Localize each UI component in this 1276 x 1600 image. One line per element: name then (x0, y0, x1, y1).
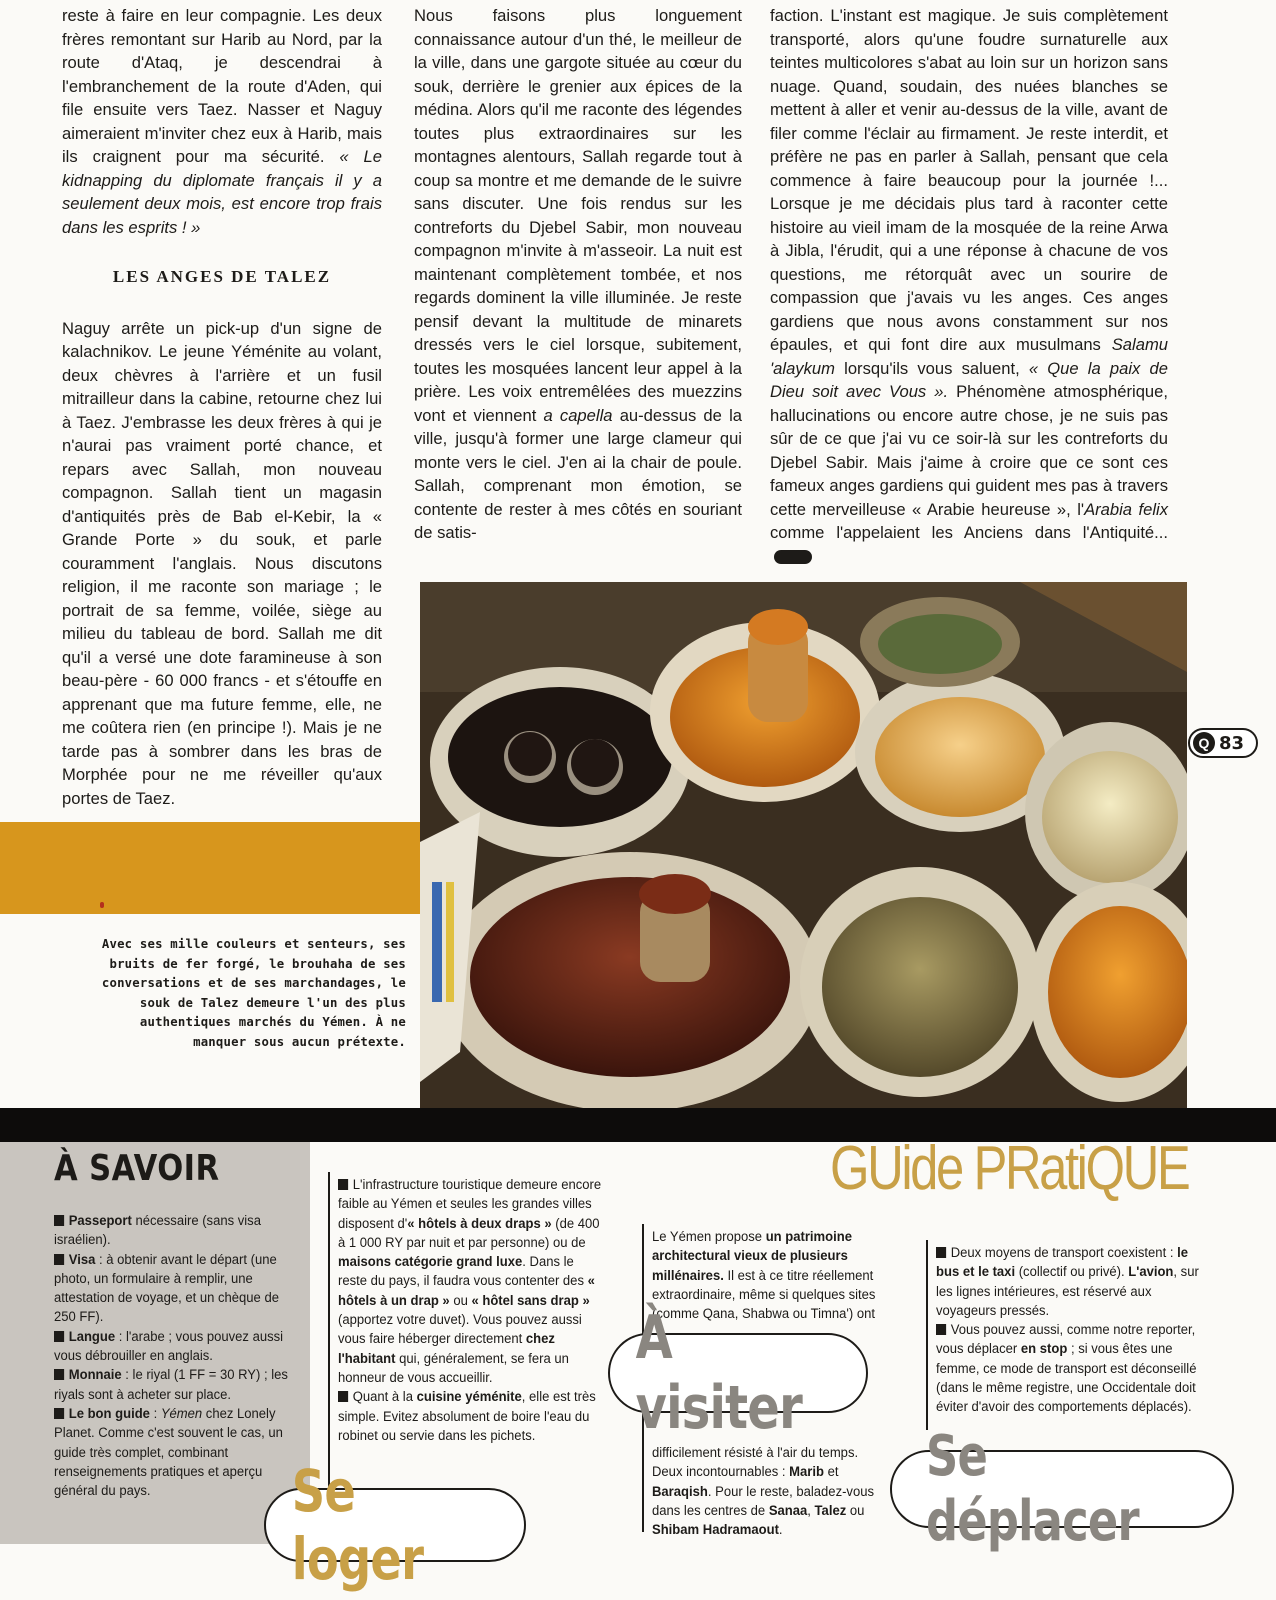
se-loger-text (338, 1176, 605, 1446)
a-visiter-text-continued (652, 1444, 882, 1540)
list-item: Le bon guide : Yémen chez Lonely Planet. Comme c'est souvent le cas, un guide très complet, combinant renseignements pratiques et aperçu général du pays. (54, 1405, 283, 1500)
se-deplacer-text (936, 1244, 1203, 1418)
section-subhead: LES ANGES DE TALEZ (112, 267, 332, 286)
paragraph: difficilement résisté à l'air du temps. Deux incontournables : Marib et Baraqish. Pour le reste, baladez-vous dans les centres de Sanaa, Talez ou Shibam Hadramaout. (652, 1445, 875, 1539)
paragraph: Nous faisons plus longuement connaissance autour d'un thé, le meilleur de la ville, dans une gargote située au cœur du souk, derrière le grenier aux épices de la médina. Alors qu'il me raconte des légendes toutes plus extraordinaires sur les montagnes alentours, Sallah regarde tout à coup sa montre et me demande de le suivre sans discuter. Une fois rendus sur les contreforts du Djebel Sabir, mon nouveau compagnon m'invite à m'asseoir. La nuit est maintenant complètement tombée, et nos regards dominent la ville illuminée. Je reste pensif devant la multitude de minarets dressés vers le ciel lorsque, subitement, toutes les mosquées lancent leur appel à la prière. Les voix entremêlées des muezzins vont et viennent a capella au-dessus de la ville, jusqu'à former une large clameur qui monte vers le ciel. J'en ai la chair de poule. Sallah, comprenant mon émotion, se contente de rester à mes côtés en souriant de satis- (414, 6, 742, 542)
end-mark-icon (774, 550, 812, 564)
bullet-icon (54, 1254, 64, 1265)
bullet-icon (936, 1324, 946, 1335)
a-savoir-heading: À SAVOIR (54, 1148, 220, 1189)
bullet-icon (54, 1408, 64, 1419)
paragraph: faction. L'instant est magique. Je suis complètement transporté, alors qu'une foudre surnaturelle aux teintes multicolores s'abat au loin sur un horizon sans nuage. Quand, soudain, des nuées blanches se mettent à aller et venir au-dessus de la ville, avant de filer comme l'éclair au firmament. Je reste interdit, et préfère ne pas en parler à Sallah, pensant que cela commence à faire beaucoup pour la journée !... Lorsque je me décidais plus tard à raconter cette histoire au vieil imam de la mosquée de la reine Arwa à Jibla, l'érudit, qui a une réponse à chacune de vos questions, me rétorquât avec un sourire de compassion que j'avais vu les anges. Ces anges gardiens que nous avons constamment sur nos épaules, et qui font dire aux musulmans Salamu 'alaykum lorsqu'ils vous saluent, « Que la paix de Dieu soit avec Vous ». Phénomène atmosphérique, hallucinations ou encore autre chose, je ne suis pas sûr de ce que j'ai vu ce soir-là sur les contreforts du Djebel Sabir. Mais j'aime à croire que ce sont ces fameux anges gardiens qui guident mes pas à travers cette merveilleuse « Arabie heureuse », l'Arabia felix comme l'appelaient les Anciens dans l'Antiquité... (770, 4, 1168, 568)
list-item: Passeport nécessaire (sans visa israélien). (54, 1213, 261, 1249)
quote: « Le kidnapping du diplomate français il y a seulement deux mois, est encore trop frais dans les esprits ! » (62, 147, 382, 237)
a-savoir-box (0, 1142, 310, 1544)
paragraph: Le Yémen propose un patrimoine architectural vieux de plusieurs millénaires. Il est à ce titre réellement extraordinaire, même si quelques sites (comme Qana, Shabwa ou Timna') ont (652, 1229, 876, 1323)
article-column-1 (62, 4, 382, 810)
bullet-icon (54, 1369, 64, 1380)
paragraph: L'infrastructure touristique demeure encore faible au Yémen et seules les grandes villes disposent d'« hôtels à deux draps » (de 400 à 1 000 RY par nuit et par personne) ou de maisons catégorie grand luxe. Dans le reste du pays, il faudra vous contenter des « hôtels à un drap » ou « hôtel sans drap » (apportez votre duvet). Vous pouvez aussi vous faire héberger directement chez l'habitant qui, généralement, se fera un honneur de vous accueillir. (338, 1177, 602, 1386)
spice-illustration (420, 582, 1187, 1108)
bullet-icon (338, 1179, 348, 1190)
column-rule (328, 1172, 330, 1502)
se-loger-heading: Se loger (264, 1488, 526, 1562)
bullet-icon (338, 1391, 348, 1402)
page-number-badge (1188, 728, 1258, 758)
list-item: Langue : l'arabe ; vous pouvez aussi vous débrouiller en anglais. (54, 1328, 284, 1365)
page-number: 83 (1219, 732, 1245, 754)
bullet-icon (936, 1247, 946, 1258)
article-column-3 (770, 4, 1168, 568)
bullet-icon (54, 1331, 64, 1342)
spice-market-photo (420, 582, 1187, 1108)
dot-icon (100, 902, 104, 908)
paragraph: Naguy arrête un pick-up d'un signe de kalachnikov. Le jeune Yéménite au volant, deux chèvres à l'arrière et un fusil mitrailleur dans la cabine, retourne chez lui à Taez. J'embrasse les deux frères à qui je n'aurai pas vraiment porté chance, et repars avec Sallah, mon nouveau compagnon. Sallah tient un magasin d'antiquités près de Bab el-Kebir, la « Grande Porte » du souk, et parle couramment l'anglais. Nous discutons religion, il me raconte son mariage ; le portrait de sa femme, voilée, siège au milieu du tableau de bord. Sallah me dit qu'il a versé une dote faramineuse à son beau-père - 60 000 francs - et s'étouffe en apprenant que ma future femme, elle, ne me coûtera rien (en principe !). Mais je ne tarde pas à sombrer dans les bras de Morphée pour ne me réveiller qu'aux portes de Taez. (62, 318, 382, 808)
a-visiter-heading: À visiter (608, 1333, 868, 1413)
list-item: Visa : à obtenir avant le départ (une photo, un formulaire à remplir, une attestation de voyage, et un chèque de 250 FF). (54, 1251, 279, 1326)
paragraph: reste à faire en leur compagnie. Les deux frères remontant sur Harib au Nord, par la route d'Ataq, je descendrai à l'embranchement de la route d'Aden, qui file ensuite vers Taez. Nasser et Naguy aimeraient m'inviter chez eux à Harib, mais ils craignent pour ma sécurité. « Le kidnapping du diplomate français il y a seulement deux mois, est encore trop frais dans les esprits ! » (62, 6, 382, 237)
guide-pratique-title: GUide PRatiQUE (830, 1134, 1189, 1203)
se-deplacer-heading: Se déplacer (890, 1450, 1234, 1528)
a-savoir-list (54, 1212, 298, 1501)
column-rule (926, 1240, 928, 1430)
bullet-icon (54, 1215, 64, 1226)
paragraph: Deux moyens de transport coexistent : le bus et le taxi (collectif ou privé). L'avion, sur les lignes intérieures, est réservé aux voyageurs pressés. (936, 1245, 1199, 1319)
magazine-logo-icon: Q (1193, 732, 1215, 754)
article-column-2 (414, 4, 742, 545)
accent-band (0, 822, 420, 914)
list-item: Monnaie : le riyal (1 FF = 30 RY) ; les riyals sont à acheter sur place. (54, 1367, 288, 1403)
paragraph: Vous pouvez aussi, comme notre reporter, vous déplacer en stop ; si vous êtes une femme, ce mode de transport est déconseillé (dans le même registre, une Occidentale doit éviter d'avoir des comportements déplacés). (936, 1322, 1197, 1416)
photo-caption: Avec ses mille couleurs et senteurs, ses bruits de fer forgé, le brouhaha de ses conversations et de ses marchandages, le souk de Talez demeure l'un des plus authentiques marchés du Yémen. À ne manquer sous aucun prétexte. (101, 937, 406, 1049)
paragraph: Quant à la cuisine yéménite, elle est très simple. Evitez absolument de boire l'eau du robinet ou servie dans les pichets. (338, 1389, 596, 1444)
